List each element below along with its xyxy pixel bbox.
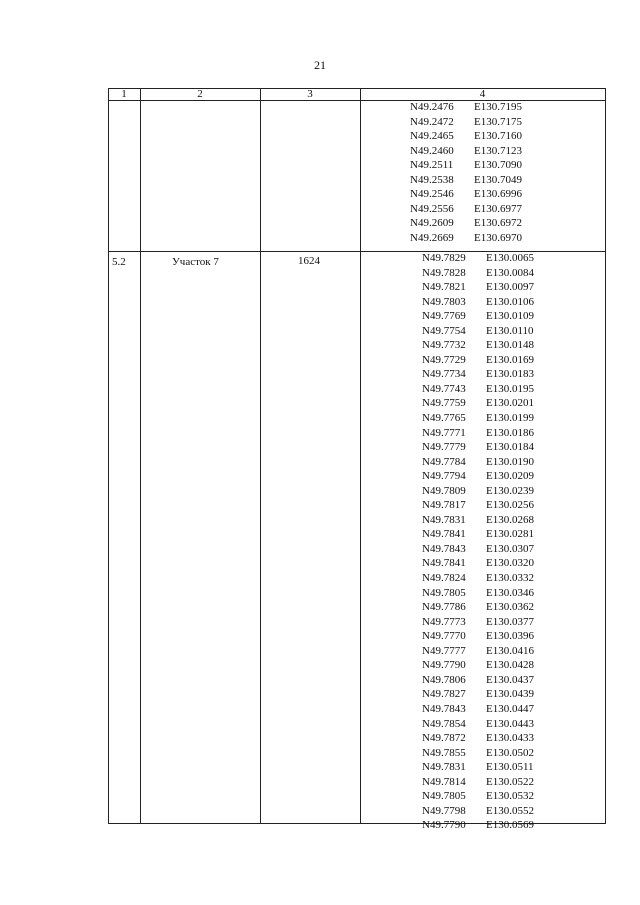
longitude: E130.0437	[486, 673, 534, 686]
latitude: N49.2465	[410, 130, 454, 143]
longitude: E130.7049	[474, 173, 522, 186]
longitude: E130.0190	[486, 455, 534, 468]
column-divider-2	[260, 88, 261, 824]
longitude: E130.0377	[486, 615, 534, 628]
coordinate-row	[410, 187, 522, 202]
header-col-4: 4	[479, 88, 486, 100]
latitude: N49.7805	[422, 586, 466, 599]
latitude: N49.7779	[422, 441, 466, 454]
latitude: N49.2546	[410, 188, 454, 201]
header-col-2: 2	[197, 88, 203, 100]
coordinate-row	[422, 673, 534, 688]
header-col-3: 3	[307, 88, 313, 100]
coordinate-row	[422, 775, 534, 790]
latitude: N49.7770	[422, 630, 466, 643]
latitude: N49.2476	[410, 101, 454, 113]
latitude: N49.7814	[422, 775, 466, 788]
latitude: N49.7872	[422, 732, 466, 745]
longitude: E130.0532	[486, 790, 534, 803]
longitude: E130.6977	[474, 202, 522, 215]
latitude: N49.7843	[422, 542, 466, 555]
latitude: N49.7831	[422, 761, 466, 774]
plot-coordinates	[422, 251, 534, 833]
coordinate-row	[410, 216, 522, 231]
coordinate-row	[422, 600, 534, 615]
latitude: N49.7734	[422, 368, 466, 381]
longitude: E130.0084	[486, 266, 534, 279]
longitude: E130.6996	[474, 188, 522, 201]
longitude: E130.0184	[486, 441, 534, 454]
latitude: N49.2609	[410, 217, 454, 230]
longitude: E130.0522	[486, 775, 534, 788]
latitude: N49.7806	[422, 673, 466, 686]
coordinate-row	[422, 324, 534, 339]
header-divider	[108, 100, 606, 101]
longitude: E130.0439	[486, 688, 534, 701]
latitude: N49.7743	[422, 382, 466, 395]
coordinate-row	[422, 789, 534, 804]
coordinate-row	[422, 484, 534, 499]
longitude: E130.0443	[486, 717, 534, 730]
latitude: N49.7854	[422, 717, 466, 730]
coordinate-row	[422, 309, 534, 324]
coordinate-row	[410, 202, 522, 217]
longitude: E130.6970	[474, 231, 522, 244]
latitude: N49.2556	[410, 202, 454, 215]
latitude: N49.7790	[422, 819, 466, 832]
coordinate-row	[422, 818, 534, 833]
coordinate-row	[410, 115, 522, 130]
longitude: E130.0362	[486, 601, 534, 614]
latitude: N49.7817	[422, 499, 466, 512]
latitude: N49.7773	[422, 615, 466, 628]
longitude: E130.0447	[486, 702, 534, 715]
column-divider-1	[140, 88, 141, 824]
longitude: E130.0183	[486, 368, 534, 381]
coordinate-row	[410, 129, 522, 144]
longitude: E130.0106	[486, 295, 534, 308]
column-divider-3	[360, 88, 361, 824]
latitude: N49.2472	[410, 115, 454, 128]
longitude: E130.0320	[486, 557, 534, 570]
coordinate-row	[410, 100, 522, 115]
longitude: E130.0199	[486, 412, 534, 425]
coordinate-row	[422, 746, 534, 761]
header-col-1: 1	[121, 88, 127, 100]
latitude: N49.2511	[410, 159, 454, 172]
coordinate-row	[422, 615, 534, 630]
longitude: E130.0569	[486, 819, 534, 832]
latitude: N49.7769	[422, 310, 466, 323]
coordinate-row	[422, 353, 534, 368]
longitude: E130.0186	[486, 426, 534, 439]
longitude: E130.0396	[486, 630, 534, 643]
coordinate-row	[422, 367, 534, 382]
latitude: N49.7754	[422, 324, 466, 337]
latitude: N49.7803	[422, 295, 466, 308]
coordinate-row	[422, 498, 534, 513]
latitude: N49.2538	[410, 173, 454, 186]
coordinate-row	[422, 440, 534, 455]
coordinate-row	[422, 396, 534, 411]
latitude: N49.2669	[410, 231, 454, 244]
latitude: N49.7732	[422, 339, 466, 352]
latitude: N49.7759	[422, 397, 466, 410]
longitude: E130.7123	[474, 144, 522, 157]
latitude: N49.7824	[422, 572, 466, 585]
longitude: E130.0268	[486, 513, 534, 526]
longitude: E130.0256	[486, 499, 534, 512]
coordinate-row	[422, 251, 534, 266]
coordinate-row	[422, 556, 534, 571]
coordinate-row	[410, 144, 522, 159]
latitude: N49.7829	[422, 252, 466, 264]
longitude: E130.0110	[486, 324, 534, 337]
coordinate-row	[422, 280, 534, 295]
coordinate-row	[422, 338, 534, 353]
coordinates-table	[108, 88, 606, 832]
plot-area: 1624	[298, 255, 320, 267]
latitude: N49.7790	[422, 659, 466, 672]
coordinate-row	[422, 455, 534, 470]
longitude: E130.0346	[486, 586, 534, 599]
latitude: N49.7831	[422, 513, 466, 526]
longitude: E130.7175	[474, 115, 522, 128]
coordinate-row	[422, 687, 534, 702]
coordinate-row	[422, 513, 534, 528]
latitude: N49.7855	[422, 746, 466, 759]
coordinate-row	[422, 542, 534, 557]
coordinate-row	[422, 586, 534, 601]
coordinate-row	[422, 644, 534, 659]
coordinate-row	[422, 295, 534, 310]
continuation-coordinates	[410, 100, 522, 245]
latitude: N49.7765	[422, 412, 466, 425]
longitude: E130.0195	[486, 382, 534, 395]
latitude: N49.7794	[422, 470, 466, 483]
latitude: N49.2460	[410, 144, 454, 157]
page-number: 21	[314, 58, 326, 72]
longitude: E130.0433	[486, 732, 534, 745]
plot-name: Участок 7	[172, 256, 219, 268]
coordinate-row	[422, 411, 534, 426]
coordinate-row	[422, 571, 534, 586]
latitude: N49.7805	[422, 790, 466, 803]
longitude: E130.0109	[486, 310, 534, 323]
longitude: E130.7090	[474, 159, 522, 172]
coordinate-row	[410, 231, 522, 246]
latitude: N49.7841	[422, 557, 466, 570]
coordinate-row	[422, 760, 534, 775]
latitude: N49.7784	[422, 455, 466, 468]
latitude: N49.7798	[422, 804, 466, 817]
longitude: E130.7160	[474, 130, 522, 143]
coordinate-row	[422, 804, 534, 819]
latitude: N49.7809	[422, 484, 466, 497]
coordinate-row	[422, 658, 534, 673]
coordinate-row	[422, 731, 534, 746]
longitude: E130.0332	[486, 572, 534, 585]
coordinate-row	[422, 629, 534, 644]
coordinate-row	[422, 717, 534, 732]
longitude: E130.0552	[486, 804, 534, 817]
longitude: E130.0428	[486, 659, 534, 672]
longitude: E130.0097	[486, 281, 534, 294]
longitude: E130.0169	[486, 353, 534, 366]
coordinate-row	[422, 527, 534, 542]
latitude: N49.7729	[422, 353, 466, 366]
latitude: N49.7827	[422, 688, 466, 701]
longitude: E130.6972	[474, 217, 522, 230]
coordinate-row	[410, 158, 522, 173]
latitude: N49.7786	[422, 601, 466, 614]
latitude: N49.7828	[422, 266, 466, 279]
coordinate-row	[422, 702, 534, 717]
longitude: E130.0511	[486, 761, 534, 774]
latitude: N49.7771	[422, 426, 466, 439]
latitude: N49.7843	[422, 702, 466, 715]
coordinate-row	[422, 382, 534, 397]
coordinate-row	[410, 173, 522, 188]
coordinate-row	[422, 426, 534, 441]
longitude: E130.0239	[486, 484, 534, 497]
row-number: 5.2	[112, 256, 126, 268]
longitude: E130.0201	[486, 397, 534, 410]
longitude: E130.0065	[486, 252, 534, 264]
longitude: E130.0416	[486, 644, 534, 657]
longitude: E130.0307	[486, 542, 534, 555]
table-border-left	[108, 88, 109, 824]
longitude: E130.0148	[486, 339, 534, 352]
latitude: N49.7821	[422, 281, 466, 294]
coordinate-row	[422, 469, 534, 484]
longitude: E130.0502	[486, 746, 534, 759]
table-border-right	[605, 88, 606, 824]
latitude: N49.7777	[422, 644, 466, 657]
longitude: E130.0281	[486, 528, 534, 541]
latitude: N49.7841	[422, 528, 466, 541]
coordinate-row	[422, 266, 534, 281]
longitude: E130.7195	[474, 101, 522, 113]
longitude: E130.0209	[486, 470, 534, 483]
